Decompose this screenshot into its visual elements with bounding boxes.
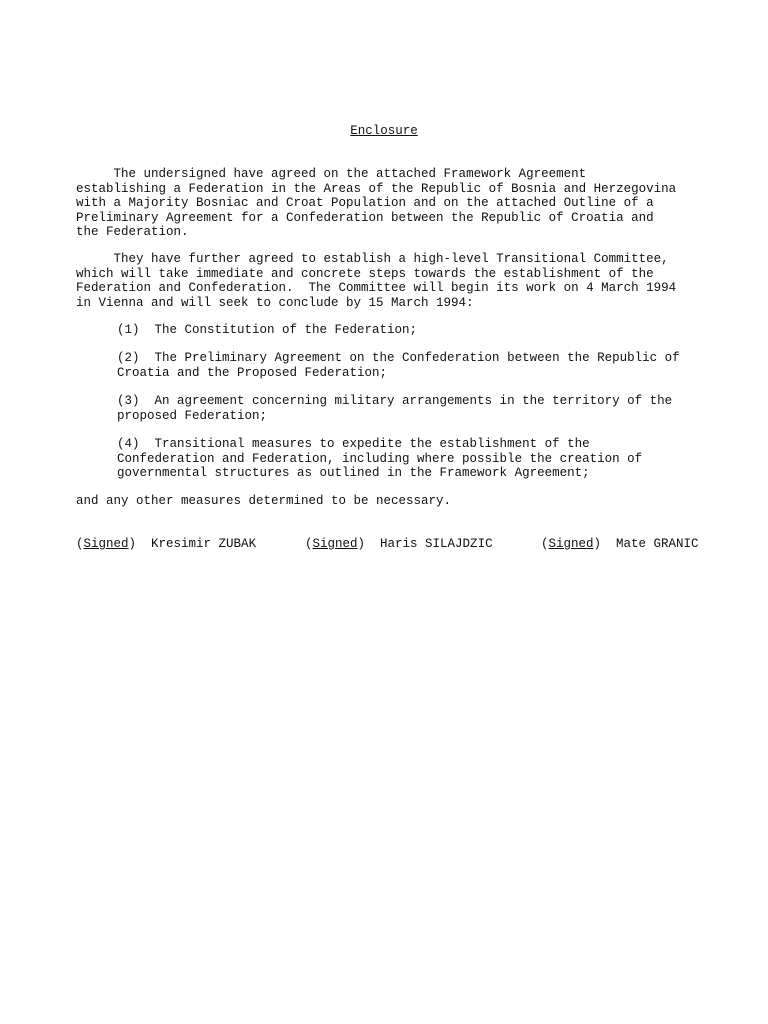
- signature-zubak: (Signed) Kresimir ZUBAK: [76, 537, 257, 551]
- paragraph-agreement: The undersigned have agreed on the attached Framework Agreement establishing a Federation in the Areas of the Republic of Bosnia and Herzegovina with a Majority Bosniac and Croat Population and on the attached Outline of a Preliminary Agreement for a Confederation between the Republic of Croatia and the Federation.: [76, 167, 677, 239]
- signatory-name: Kresimir ZUBAK: [151, 537, 257, 551]
- signature-silajdzic: (Signed) Haris SILAJDZIC: [305, 537, 493, 551]
- signed-mark: Signed: [312, 537, 358, 551]
- signed-mark: Signed: [83, 537, 129, 551]
- signatory-name: Mate GRANIC: [616, 537, 699, 551]
- signed-mark: Signed: [548, 537, 594, 551]
- closing-line: and any other measures determined to be necessary.: [76, 494, 452, 508]
- signatory-name: Haris SILAJDZIC: [380, 537, 493, 551]
- signature-granic: (Signed) Mate GRANIC: [541, 537, 699, 551]
- paragraph-committee: They have further agreed to establish a high-level Transitional Committee, which will take immediate and concrete steps towards the establishment of the Federation and Confederation. The Committee will begin its work on 4 March 1994 in Vienna and will seek to conclude by 15 March 1994:: [76, 252, 677, 310]
- list-item: (2) The Preliminary Agreement on the Confederation between the Republic of Croatia and the Proposed Federation;: [117, 351, 680, 380]
- list-item: (1) The Constitution of the Federation;: [117, 323, 418, 337]
- list-item: (4) Transitional measures to expedite the establishment of the Confederation and Federation, including where possible the creation of governmental structures as outlined in the Framework Agreement;: [117, 437, 643, 480]
- list-item: (3) An agreement concerning military arrangements in the territory of the proposed Federation;: [117, 394, 673, 423]
- document-title: Enclosure: [350, 124, 418, 138]
